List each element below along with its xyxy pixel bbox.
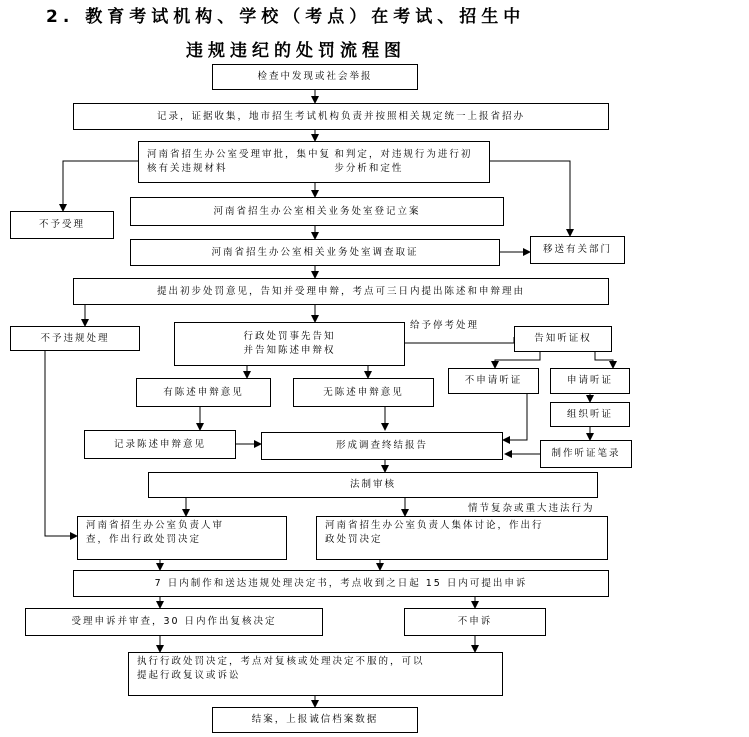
title-line-1: 2. 教育考试机构、学校（考点）在考试、招生中 xyxy=(46,7,526,27)
node-head-decide-line2: 查，作出行政处罚决定 xyxy=(86,534,202,545)
arrow-notify-hearingnotice xyxy=(405,337,514,343)
node-review-line2: 和判定，对违规行为进行初步分析和定性 xyxy=(334,149,473,174)
node-notify-line2: 并告知陈述申辩权 xyxy=(243,345,336,356)
node-head-decide-line1: 河南省招生办公室负责人审 xyxy=(86,520,225,531)
label-complex: 情节复杂或重大违法行为 xyxy=(468,503,595,514)
node-apply-hearing: 申请听证 xyxy=(550,368,630,394)
node-head-decide xyxy=(77,516,287,560)
node-execute-line1: 执行行政处罚决定，考点对复核或处理决定不服的，可以 xyxy=(137,656,425,667)
node-execute-line2: 提起行政复议或诉讼 xyxy=(137,670,241,681)
node-collective-line2: 政处罚决定 xyxy=(325,534,383,545)
node-execute xyxy=(128,652,503,696)
node-no-hearing-request: 不申请听证 xyxy=(448,368,539,394)
node-notify xyxy=(174,322,405,366)
node-collective xyxy=(316,516,608,560)
node-review xyxy=(138,141,490,183)
node-legal-review: 法制审核 xyxy=(148,472,598,498)
node-has-statement: 有陈述申辩意见 xyxy=(136,378,271,407)
node-review-line1: 河南省招生办公室受理审批，集中复核有关违规材料 xyxy=(147,149,332,174)
node-transfer: 移送有关部门 xyxy=(530,236,625,264)
arrow-hearingnotice-applyhearing xyxy=(595,352,613,368)
node-register: 河南省招生办公室相关业务处室登记立案 xyxy=(130,197,504,226)
node-appeal-review: 受理申诉并审查，30 日内作出复核决定 xyxy=(25,608,323,636)
node-no-handle: 不予违规处理 xyxy=(10,326,140,351)
arrow-nohearingreq-report xyxy=(503,394,527,440)
node-record: 记录，证据收集，地市招生考试机构负责并按照相关规定统一上报省招办 xyxy=(73,103,609,130)
node-investigate: 河南省招生办公室相关业务处室调查取证 xyxy=(130,239,500,266)
node-not-accept: 不予受理 xyxy=(10,211,114,239)
node-organize-hearing: 组织听证 xyxy=(550,402,630,427)
node-discover: 检查中发现或社会举报 xyxy=(212,64,418,90)
node-no-appeal: 不申诉 xyxy=(404,608,546,636)
node-record-statement: 记录陈述申辩意见 xyxy=(84,430,236,459)
node-deliver: 7 日内制作和送达违规处理决定书，考点收到之日起 15 日内可提出申诉 xyxy=(73,570,609,597)
node-collective-line1: 河南省招生办公室负责人集体讨论，作出行 xyxy=(325,520,544,531)
node-close: 结案，上报诚信档案数据 xyxy=(212,707,418,733)
node-hearing-record: 制作听证笔录 xyxy=(540,440,632,468)
node-preliminary: 提出初步处罚意见，告知并受理申辩，考点可三日内提出陈述和申辩理由 xyxy=(73,278,609,305)
arrow-review-notaccept xyxy=(63,161,138,211)
node-hearing-notice: 告知听证权 xyxy=(514,326,612,352)
node-report: 形成调查终结报告 xyxy=(261,432,503,460)
arrow-hearingnotice-nohearingreq xyxy=(495,352,540,368)
label-exempt: 给予停考处理 xyxy=(410,320,480,331)
node-no-statement: 无陈述申辩意见 xyxy=(293,378,434,407)
title-line-2: 违规违纪的处罚流程图 xyxy=(186,41,406,61)
node-notify-line1: 行政处罚事先告知 xyxy=(243,331,336,342)
arrow-nohandle-headdecide xyxy=(45,351,77,536)
